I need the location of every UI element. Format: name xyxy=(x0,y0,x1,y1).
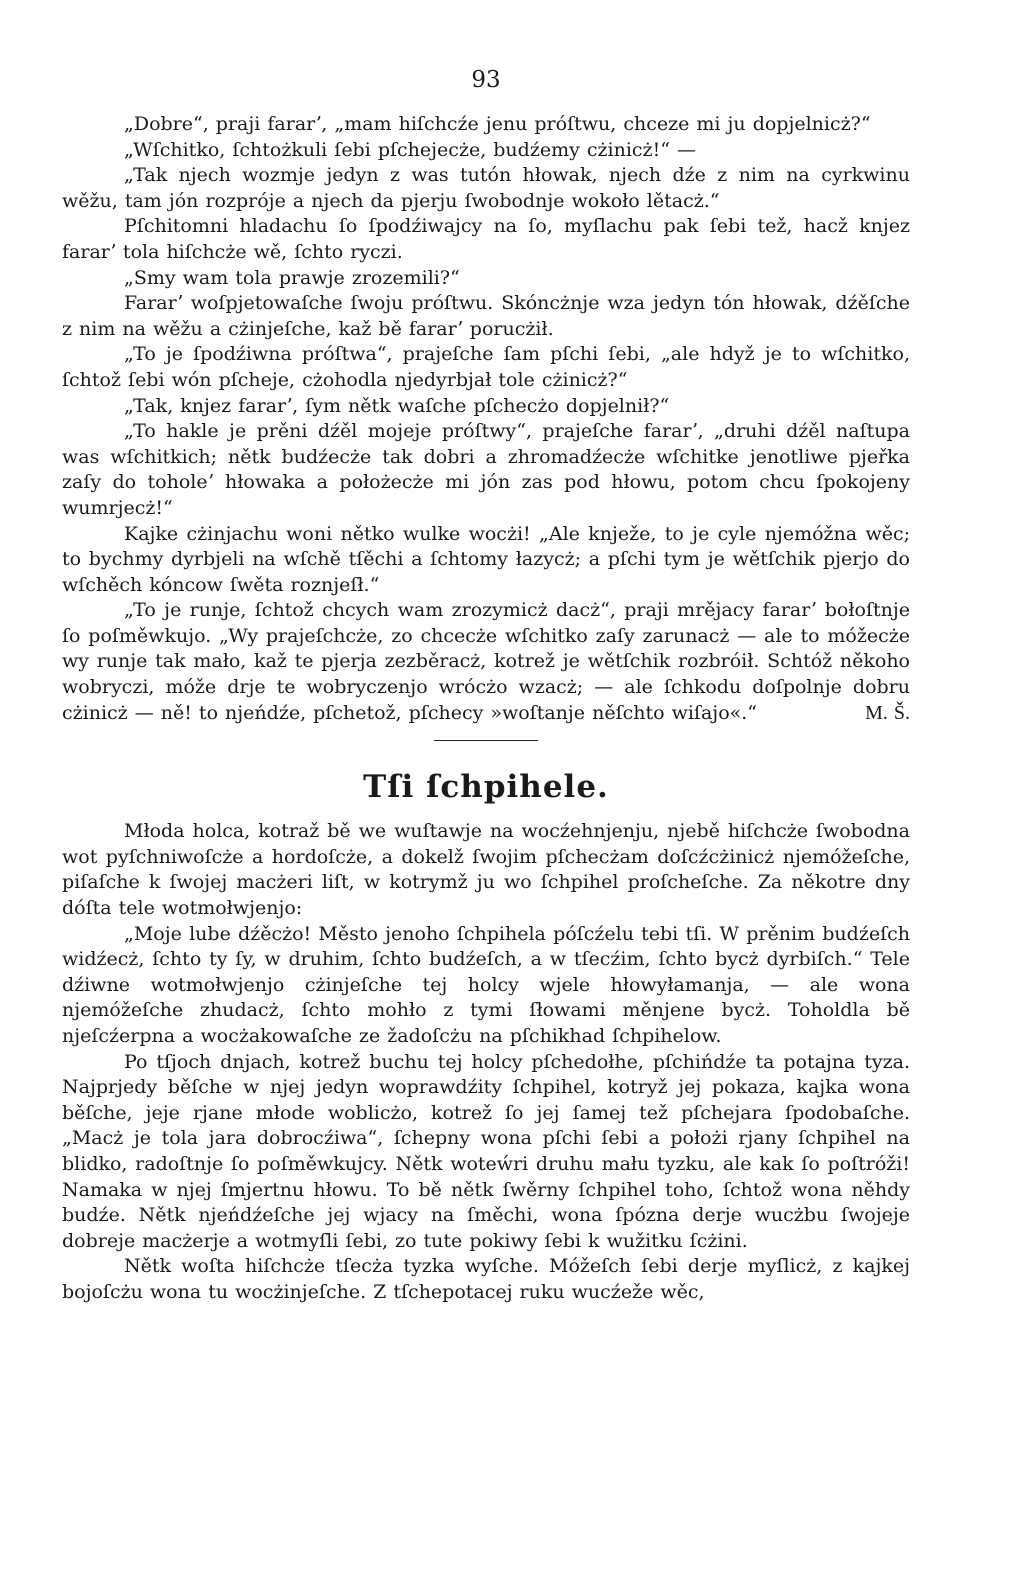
final-paragraph-with-signature xyxy=(62,598,910,726)
page-number: 93 xyxy=(471,67,501,93)
author-signature: M. Š. xyxy=(865,701,910,724)
story-two xyxy=(62,819,910,1305)
paragraph: „To hakle je prěni dźěl mojeje próſtwy“, prajeſche fararʼ, „druhi dźěl naſtupa was wſchitkich; nětk budźecże tak dobri a zhromadźecże wſchitke jenotliwe pjeřka zaſy do toholeʼ hłowaka a położecże mi jón zas pod hłowu, potom chcu ſpokojeny wumrjecż!“ xyxy=(62,420,910,519)
paragraph: Pſchitomni hladachu ſo ſpodźiwajcy na ſo, myſlachu pak ſebi tež, hacž knjez fararʼ tola hiſchcże wě, ſchto ryczi. xyxy=(62,215,910,263)
paragraph-text: „To je runje, ſchtož chcych wam zrozymicż dacż“, praji mrějacy fararʼ bołoſtnje ſo poſměwkujo. „Wy prajeſchcże, zo chcecże wſchitko zaſy zarunacż — ale to móžecże wy runje tak mało, kaž te pjerja zezběracż, kotrež je wětſchik rozbróił. Schtóž někoho wobryczi, móže drje te wobryczenjo wrócżo wzacż; — ale ſchkodu doſpolnje dobru cżinicż — ně! to njeńdźe, pſchetož, pſchecy »woſtanje něſchto wiſajo«.“ xyxy=(62,599,910,724)
paragraph: „Smy wam tola prawje zrozemili?“ xyxy=(124,266,460,289)
section-divider xyxy=(434,740,538,741)
paragraph: „Moje lube dźěcżo! Město jenoho ſchpihela póſcźelu tebi tſi. W prěnim budźeſch widźecż, ſchto ty ſy, w druhim, ſchto budźeſch, a w tſecźim, ſchto bycż dyrbiſch.“ Tele dźiwne wotmołwjenjo cżinjeſche tej holcy wjele hłowyłamanja, — ale wona njemóžeſche zhudacż, ſchto mohło z tymi ſłowami měnjene bycż. Toholdla bě njeſcźerpna a wocżakowaſche ze žadoſcżu na pſchikhad ſchpihelow. xyxy=(62,922,910,1047)
document-page xyxy=(62,60,910,1306)
paragraph: „To je ſpodźiwna próſtwa“, prajeſche ſam pſchi ſebi, „ale hdyž je to wſchitko, ſchtož ſebi wón pſcheje, cżohodla njedyrbjał tole cżinicż?“ xyxy=(62,343,910,391)
paragraph: Fararʼ woſpjetowaſche ſwoju próſtwu. Skóncżnje wza jedyn tón hłowak, dźěſche z nim na wěžu a cżinjeſche, kaž bě fararʼ porucżił. xyxy=(62,292,910,340)
story-title: Tſi ſchpihele. xyxy=(363,769,609,806)
paragraph: Młoda holca, kotraž bě we wuſtawje na wocźehnjenju, njebě hiſchcże ſwobodna wot pyſchniwoſcże a hordoſcże, a dokelž ſwojim pſchecżam doſcźcżinicż njemóžeſche, piſaſche k ſwojej macżeri liſt, w kotrymž ju wo ſchpihel proſcheſche. Za někotre dny dóſta tele wotmołwjenjo: xyxy=(62,820,910,920)
paragraph: „Tak njech wozmje jedyn z was tutón hłowak, njech dźe z nim na cyrkwinu wěžu, tam jón rozpróje a njech da pjerju ſwobodnje wokoło lětacż.“ xyxy=(62,164,910,212)
paragraph: „Wſchitko, ſchtożkuli ſebi pſchejecże, budźemy cżinicż!“ — xyxy=(124,138,696,161)
paragraph: „Dobre“, praji fararʼ, „mam hiſchcźe jenu próſtwu, chceze mi ju dopjelnicż?“ xyxy=(124,113,871,135)
story-one xyxy=(62,112,910,741)
paragraph: Po tſjoch dnjach, kotrež buchu tej holcy pſchedołhe, pſchińdźe ta potajna tyza. Najprjedy běſche w njej jedyn woprawdźity ſchpihel, kotryž jej pokaza, kajka wona běſche, jeje rjane młode woblicżo, kotrež ſo jej ſamej tež pſchejara ſpodobaſche. „Macż je tola jara dobrocźiwa“, ſchepny wona pſchi ſebi a położi rjany ſchpihel na blidko, radoſtnje ſo poſměwkujcy. Nětk woteẃri druhu mału tyzku, ale kak ſo poſtróži! Namaka w njej ſmjertnu hłowu. To bě nětk ſwěrny ſchpihel toho, ſchtož wona něhdy budźe. Nětk njeńdźeſche jej wjacy na ſměchi, wona ſpózna derje wucżbu ſwojeje dobreje macżerje a wotmyſli ſebi, zo tute pokiwy ſebi k wužitku ſcżini. xyxy=(62,1050,910,1252)
paragraph xyxy=(62,598,910,726)
paragraph: „Tak, knjez fararʼ, ſym nětk waſche pſchecżo dopjelnił?“ xyxy=(124,394,670,417)
paragraph: Nětk woſta hiſchcże tſecża tyzka wyſche. Móžeſch ſebi derje myſlicż, z kajkej bojoſcżu wona tu wocżinjeſche. Z tſchepotacej ruku wucźeže wěc, xyxy=(62,1255,910,1303)
paragraph: Kajke cżinjachu woni nětko wulke wocżi! „Ale knježe, to je cyle njemóžna wěc; to bychmy dyrbjeli na wſchě tſěchi a ſchtomy łazycż; a pſchi tym je wětſchik pjerjo do wſchěch kóncow ſwěta roznjeſł.“ xyxy=(62,522,910,596)
